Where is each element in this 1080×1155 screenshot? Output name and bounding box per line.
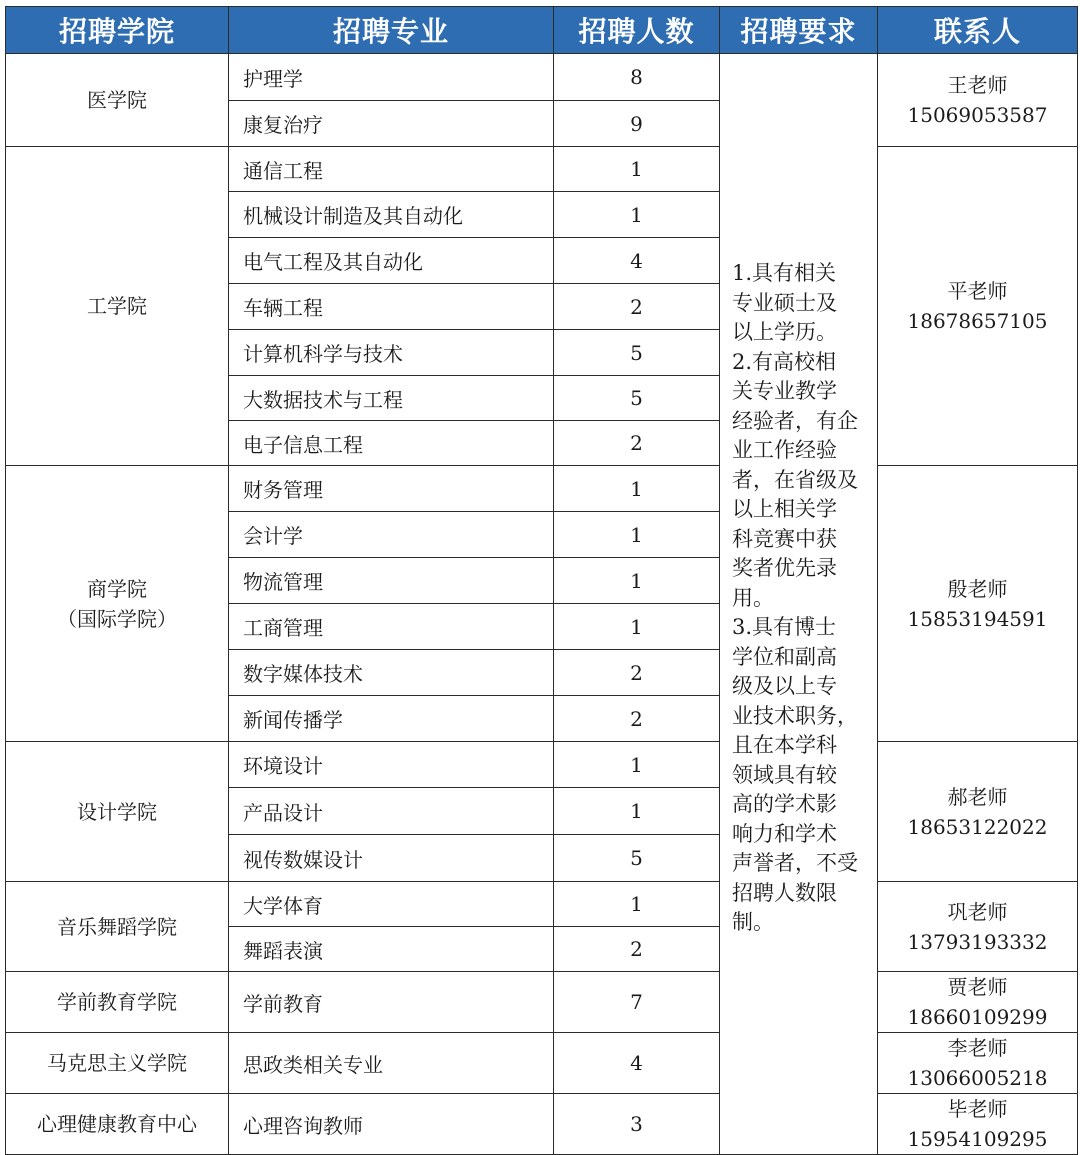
table-row xyxy=(6,466,1078,512)
college-name: 音乐舞蹈学院 xyxy=(57,914,177,939)
requirement-line: 业工作经验 xyxy=(732,438,837,462)
contact-phone: 15069053587 xyxy=(907,103,1048,127)
count-cell: 5 xyxy=(554,835,720,882)
major-cell: 心理咨询教师 xyxy=(229,1094,554,1155)
table-body xyxy=(6,54,1078,1155)
contact-phone: 13066005218 xyxy=(907,1066,1048,1090)
header-college: 招聘学院 xyxy=(6,7,229,54)
recruitment-table xyxy=(5,6,1078,1155)
contact-cell xyxy=(878,742,1078,882)
major-cell: 机械设计制造及其自动化 xyxy=(229,192,554,238)
contact-phone: 18660109299 xyxy=(907,1005,1048,1029)
requirement-line: 响力和学术 xyxy=(732,821,837,846)
college-cell xyxy=(6,1094,229,1155)
contact-phone: 15954109295 xyxy=(907,1127,1048,1151)
requirement-line: 专业硕士及 xyxy=(732,290,837,315)
requirement-line: 经验者，有企 xyxy=(732,408,858,433)
count-cell: 5 xyxy=(554,376,720,421)
count-cell: 1 xyxy=(554,604,720,650)
contact-cell xyxy=(878,1033,1078,1094)
college-name: 学前教育学院 xyxy=(57,990,177,1014)
college-cell xyxy=(6,742,229,882)
requirement-line: 领域具有较 xyxy=(732,762,837,787)
college-name: （国际学院） xyxy=(57,606,177,631)
requirement-line: 3.具有博士 xyxy=(732,615,837,639)
college-name: 医学院 xyxy=(87,88,147,112)
major-cell: 数字媒体技术 xyxy=(229,650,554,696)
college-cell xyxy=(6,466,229,742)
college-name: 心理健康教育中心 xyxy=(37,1112,197,1136)
contact-phone: 18653122022 xyxy=(907,814,1048,839)
major-cell: 视传数媒设计 xyxy=(229,835,554,882)
requirement-line: 招聘人数限 xyxy=(732,880,837,905)
contact-name: 王老师 xyxy=(947,73,1008,97)
count-cell: 2 xyxy=(554,284,720,330)
college-cell xyxy=(6,147,229,466)
count-cell: 1 xyxy=(554,882,720,927)
major-cell: 学前教育 xyxy=(229,972,554,1033)
table-row xyxy=(6,972,1078,1033)
contact-name: 贾老师 xyxy=(947,975,1008,999)
count-cell: 7 xyxy=(554,972,720,1033)
major-cell: 电子信息工程 xyxy=(229,421,554,466)
contact-phone: 13793193332 xyxy=(907,929,1048,954)
requirement-line: 学位和副高 xyxy=(732,644,837,669)
recruitment-table-wrapper xyxy=(5,6,1078,1155)
college-cell xyxy=(6,1033,229,1094)
contact-cell xyxy=(878,882,1078,972)
count-cell: 2 xyxy=(554,927,720,972)
college-name: 设计学院 xyxy=(77,799,157,824)
contact-cell xyxy=(878,54,1078,147)
college-name: 商学院 xyxy=(87,576,147,601)
contact-cell xyxy=(878,466,1078,742)
count-cell: 9 xyxy=(554,101,720,147)
requirement-line: 1.具有相关 xyxy=(732,261,837,285)
major-cell: 康复治疗 xyxy=(229,101,554,147)
major-cell: 工商管理 xyxy=(229,604,554,650)
major-cell: 产品设计 xyxy=(229,788,554,835)
count-cell: 2 xyxy=(554,421,720,466)
count-cell: 4 xyxy=(554,1033,720,1094)
major-cell: 通信工程 xyxy=(229,147,554,192)
header-major: 招聘专业 xyxy=(229,7,554,54)
contact-cell xyxy=(878,147,1078,466)
requirement-line: 以上学历。 xyxy=(732,320,837,344)
major-cell: 计算机科学与技术 xyxy=(229,330,554,376)
table-row xyxy=(6,742,1078,788)
contact-name: 平老师 xyxy=(947,279,1008,303)
requirement-line: 级及以上专 xyxy=(732,674,837,698)
count-cell: 4 xyxy=(554,238,720,284)
major-cell: 财务管理 xyxy=(229,466,554,512)
contact-name: 巩老师 xyxy=(947,899,1008,924)
college-cell xyxy=(6,882,229,972)
college-name: 马克思主义学院 xyxy=(47,1051,187,1075)
requirement-line: 高的学术影 xyxy=(732,792,837,816)
contact-phone: 18678657105 xyxy=(907,309,1048,333)
requirement-line: 关专业教学 xyxy=(732,379,837,403)
requirement-line: 声誉者，不受 xyxy=(732,851,858,875)
count-cell: 1 xyxy=(554,512,720,558)
major-cell: 大学体育 xyxy=(229,882,554,927)
major-cell: 舞蹈表演 xyxy=(229,927,554,972)
contact-phone: 15853194591 xyxy=(907,606,1048,631)
requirement-line: 2.有高校相 xyxy=(732,349,837,374)
requirement-cell xyxy=(720,54,878,1155)
requirement-line: 者，在省级及 xyxy=(732,467,858,492)
contact-name: 李老师 xyxy=(947,1036,1008,1060)
contact-cell xyxy=(878,1094,1078,1155)
count-cell: 1 xyxy=(554,742,720,788)
table-row xyxy=(6,54,1078,101)
college-cell xyxy=(6,54,229,147)
major-cell: 大数据技术与工程 xyxy=(229,376,554,421)
requirement-line: 用。 xyxy=(732,585,774,610)
table-row xyxy=(6,147,1078,192)
count-cell: 1 xyxy=(554,788,720,835)
header-contact: 联系人 xyxy=(878,7,1078,54)
contact-cell xyxy=(878,972,1078,1033)
major-cell: 护理学 xyxy=(229,54,554,101)
requirement-line: 制。 xyxy=(732,910,774,934)
count-cell: 5 xyxy=(554,330,720,376)
count-cell: 1 xyxy=(554,192,720,238)
count-cell: 2 xyxy=(554,696,720,742)
major-cell: 会计学 xyxy=(229,512,554,558)
contact-name: 郝老师 xyxy=(947,784,1008,809)
count-cell: 1 xyxy=(554,558,720,604)
college-cell xyxy=(6,972,229,1033)
header-row xyxy=(6,7,1078,54)
major-cell: 环境设计 xyxy=(229,742,554,788)
requirement-line: 业技术职务， xyxy=(732,703,858,728)
requirement-line: 科竞赛中获 xyxy=(732,526,837,551)
contact-name: 毕老师 xyxy=(947,1097,1008,1121)
header-count: 招聘人数 xyxy=(554,7,720,54)
requirement-line: 奖者优先录 xyxy=(732,556,837,580)
count-cell: 1 xyxy=(554,466,720,512)
major-cell: 新闻传播学 xyxy=(229,696,554,742)
requirement-line: 以上相关学 xyxy=(732,497,837,521)
count-cell: 1 xyxy=(554,147,720,192)
major-cell: 物流管理 xyxy=(229,558,554,604)
table-row xyxy=(6,1094,1078,1155)
header-requirement: 招聘要求 xyxy=(720,7,878,54)
table-row xyxy=(6,1033,1078,1094)
major-cell: 电气工程及其自动化 xyxy=(229,238,554,284)
table-row xyxy=(6,882,1078,927)
count-cell: 8 xyxy=(554,54,720,101)
major-cell: 车辆工程 xyxy=(229,284,554,330)
college-name: 工学院 xyxy=(87,294,147,318)
requirement-line: 且在本学科 xyxy=(732,733,837,757)
contact-name: 殷老师 xyxy=(947,576,1008,601)
major-cell: 思政类相关专业 xyxy=(229,1033,554,1094)
count-cell: 3 xyxy=(554,1094,720,1155)
count-cell: 2 xyxy=(554,650,720,696)
